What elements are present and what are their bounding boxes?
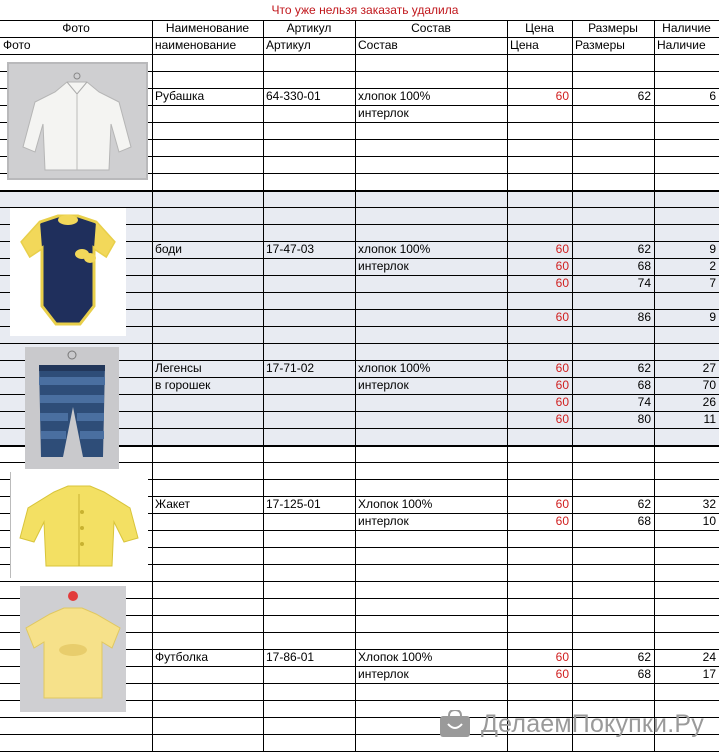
composition-cell[interactable]: интерлок	[358, 378, 409, 392]
header-cell[interactable]: Размеры	[588, 21, 638, 35]
sheet-title: Что уже нельзя заказать удалила	[271, 3, 459, 17]
tshirt-photo[interactable]	[20, 586, 126, 712]
size-cell[interactable]: 62	[637, 497, 651, 511]
jacket-photo[interactable]	[10, 472, 148, 578]
price-cell[interactable]: 60	[555, 89, 569, 103]
header-cell[interactable]: Фото	[62, 21, 90, 35]
header-cell[interactable]: Артикул	[286, 21, 332, 35]
size-cell[interactable]: 68	[637, 667, 651, 681]
sku-cell[interactable]: 17-71-02	[266, 361, 315, 375]
subheader-cell[interactable]: Наличие	[657, 38, 706, 52]
composition-cell[interactable]	[358, 275, 504, 292]
column-line	[263, 20, 264, 751]
price-cell[interactable]: 60	[555, 259, 569, 273]
price-cell[interactable]: 60	[555, 650, 569, 664]
subheader-cell[interactable]: Размеры	[575, 38, 625, 52]
composition-cell[interactable]: хлопок 100%	[358, 89, 431, 103]
sku-cell[interactable]	[266, 309, 352, 326]
bodysuit-photo[interactable]	[10, 208, 126, 336]
price-cell[interactable]: 60	[555, 310, 569, 324]
size-cell[interactable]	[575, 105, 651, 122]
size-cell[interactable]: 68	[637, 514, 651, 528]
name-cell[interactable]	[155, 309, 260, 326]
qty-cell[interactable]: 6	[709, 89, 716, 103]
row-line	[0, 581, 719, 582]
name-cell[interactable]	[155, 275, 260, 292]
subheader-cell[interactable]: Цена	[510, 38, 539, 52]
header-cell[interactable]: Состав	[411, 21, 451, 35]
subheader-cell[interactable]: Артикул	[266, 38, 311, 52]
sku-cell[interactable]	[266, 377, 352, 394]
price-cell[interactable]	[510, 105, 569, 122]
qty-cell[interactable]: 10	[702, 514, 716, 528]
row-line	[0, 54, 719, 55]
composition-cell[interactable]: интерлок	[358, 514, 409, 528]
sku-cell[interactable]: 64-330-01	[266, 89, 321, 103]
sku-cell[interactable]: 17-125-01	[266, 497, 321, 511]
header-cell[interactable]: Наименование	[165, 21, 250, 35]
sku-cell[interactable]	[266, 513, 352, 530]
composition-cell[interactable]	[358, 309, 504, 326]
qty-cell[interactable]: 27	[702, 361, 716, 375]
size-cell[interactable]: 68	[637, 259, 651, 273]
subheader-cell[interactable]: Состав	[358, 38, 398, 52]
qty-cell[interactable]: 9	[709, 242, 716, 256]
size-cell[interactable]: 62	[637, 650, 651, 664]
sku-cell[interactable]	[266, 258, 352, 275]
size-cell[interactable]: 74	[637, 395, 651, 409]
composition-cell[interactable]: Хлопок 100%	[358, 497, 433, 511]
name-cell[interactable]: Жакет	[155, 497, 191, 511]
shopping-bag-icon	[439, 710, 471, 738]
column-line	[654, 20, 655, 751]
name-cell[interactable]	[155, 411, 260, 428]
qty-cell[interactable]: 11	[703, 412, 716, 426]
price-cell[interactable]: 60	[555, 378, 569, 392]
watermark-text: ДелаемПокупки.Ру	[481, 710, 704, 738]
composition-cell[interactable]: Хлопок 100%	[358, 650, 433, 664]
name-cell[interactable]	[155, 105, 260, 122]
size-cell[interactable]: 62	[637, 242, 651, 256]
column-line	[507, 20, 508, 751]
price-cell[interactable]: 60	[555, 667, 569, 681]
column-line	[152, 20, 153, 751]
size-cell[interactable]: 80	[637, 412, 651, 426]
price-cell[interactable]: 60	[555, 412, 569, 426]
qty-cell[interactable]: 9	[709, 310, 716, 324]
column-line	[355, 20, 356, 751]
name-cell[interactable]: в горошек	[155, 378, 211, 392]
price-cell[interactable]: 60	[555, 276, 569, 290]
sku-cell[interactable]	[266, 105, 352, 122]
qty-cell[interactable]	[657, 105, 716, 122]
watermark	[437, 706, 719, 742]
qty-cell[interactable]: 17	[702, 667, 716, 681]
header-cell[interactable]: Наличие	[662, 21, 711, 35]
price-cell[interactable]: 60	[555, 361, 569, 375]
sku-cell[interactable]	[266, 394, 352, 411]
size-cell[interactable]: 86	[637, 310, 651, 324]
size-cell[interactable]: 68	[637, 378, 651, 392]
sku-cell[interactable]	[266, 275, 352, 292]
qty-cell[interactable]: 2	[709, 259, 716, 273]
name-cell[interactable]: Футболка	[155, 650, 209, 664]
size-cell[interactable]: 74	[637, 276, 651, 290]
price-cell[interactable]: 60	[555, 497, 569, 511]
column-line	[572, 20, 573, 751]
composition-cell[interactable]: хлопок 100%	[358, 242, 431, 256]
sku-cell[interactable]	[266, 666, 352, 683]
sku-cell[interactable]	[266, 411, 352, 428]
leggings-photo[interactable]	[25, 347, 119, 469]
composition-cell[interactable]: хлопок 100%	[358, 361, 431, 375]
header-cell[interactable]: Цена	[525, 21, 554, 35]
price-cell[interactable]: 60	[555, 395, 569, 409]
composition-cell[interactable]	[358, 394, 504, 411]
name-cell[interactable]	[155, 394, 260, 411]
name-cell[interactable]: Легенсы	[155, 361, 202, 375]
composition-cell[interactable]: интерлок	[358, 667, 409, 681]
qty-cell[interactable]: 26	[702, 395, 716, 409]
size-cell[interactable]: 62	[637, 361, 651, 375]
name-cell[interactable]	[155, 513, 260, 530]
composition-cell[interactable]	[358, 411, 504, 428]
name-cell[interactable]	[155, 666, 260, 683]
composition-cell[interactable]: интерлок	[358, 106, 409, 120]
sku-cell[interactable]: 17-47-03	[266, 242, 315, 256]
shirt-photo[interactable]	[7, 62, 148, 180]
qty-cell[interactable]: 32	[702, 497, 716, 511]
qty-cell[interactable]: 7	[709, 276, 716, 290]
row-line	[0, 343, 719, 344]
name-cell[interactable]	[155, 258, 260, 275]
row-line	[0, 190, 719, 192]
size-cell[interactable]: 62	[637, 89, 651, 103]
subheader-cell[interactable]: Фото	[3, 38, 31, 52]
sku-cell[interactable]: 17-86-01	[266, 650, 315, 664]
composition-cell[interactable]: интерлок	[358, 259, 409, 273]
name-cell[interactable]: боди	[155, 242, 182, 256]
qty-cell[interactable]: 70	[702, 378, 716, 392]
price-cell[interactable]: 60	[555, 514, 569, 528]
name-cell[interactable]: Рубашка	[155, 89, 205, 103]
qty-cell[interactable]: 24	[702, 650, 716, 664]
subheader-cell[interactable]: наименование	[155, 38, 237, 52]
price-cell[interactable]: 60	[555, 242, 569, 256]
